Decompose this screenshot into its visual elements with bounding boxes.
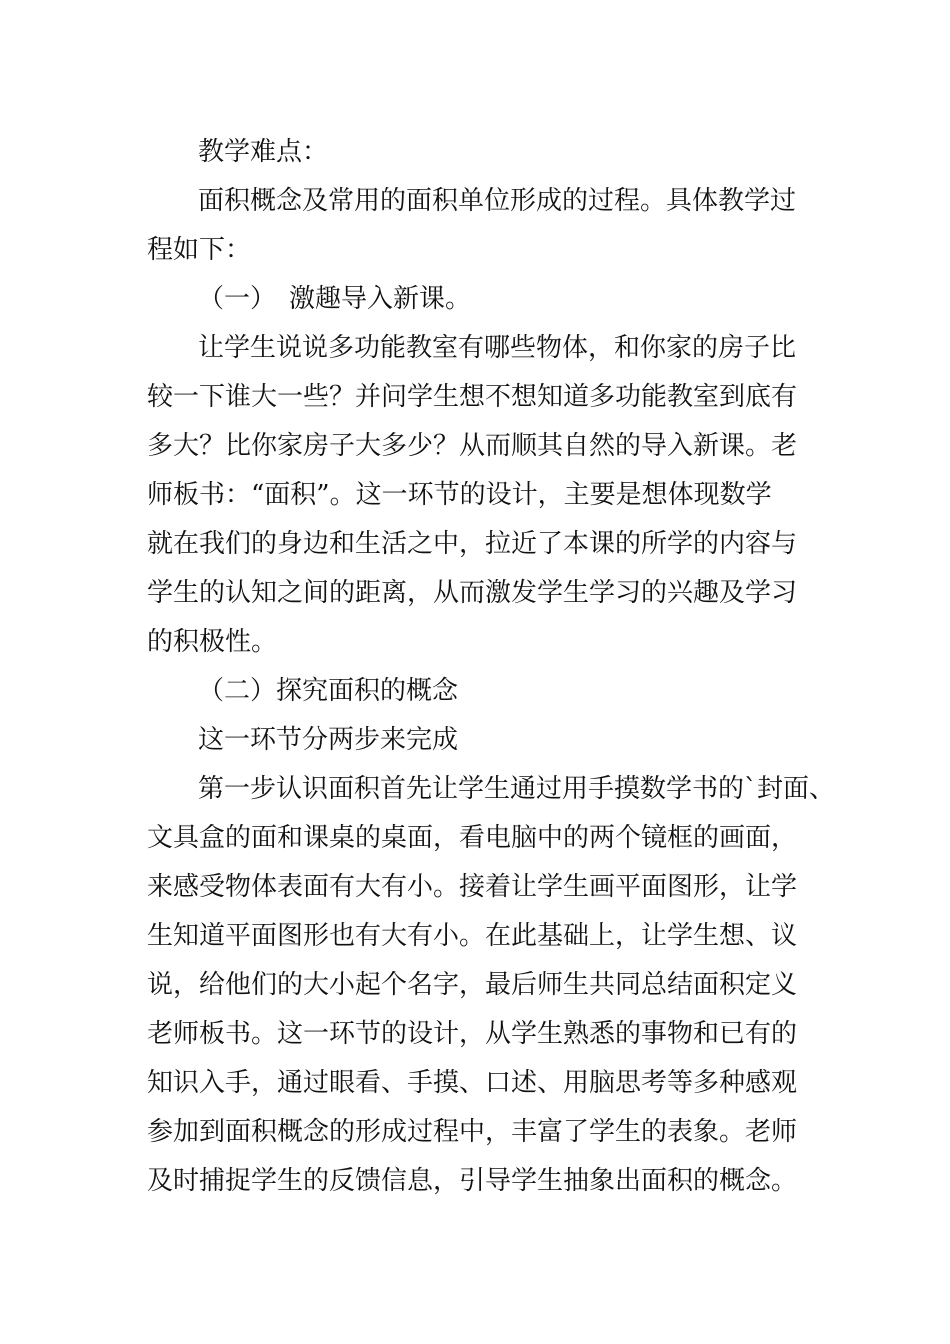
paragraph-line: 生知道平面图形也有大有小。在此基础上，让学生想、议 (147, 921, 798, 951)
paragraph-line: 老师板书。这一环节的设计，从学生熟悉的事物和已有的 (147, 1019, 798, 1049)
section-heading-teaching-difficulty: 教学难点： (198, 137, 329, 167)
paragraph-line: 让学生说说多功能教室有哪些物体，和你家的房子比 (198, 333, 797, 363)
paragraph-line: 及时捕捉学生的反馈信息，引导学生抽象出面积的概念。 (147, 1166, 798, 1196)
paragraph-line: 知识入手，通过眼看、手摸、口述、用脑思考等多种感观 (147, 1068, 798, 1098)
paragraph-line: 师板书：“面积”。这一环节的设计，主要是想体现数学 (147, 480, 772, 510)
paragraph-line: 面积概念及常用的面积单位形成的过程。具体教学过 (198, 186, 797, 216)
paragraph-line: 就在我们的身边和生活之中，拉近了本课的所学的内容与 (147, 529, 798, 559)
paragraph-line: 程如下： (147, 235, 252, 265)
paragraph-line: 参加到面积概念的形成过程中，丰富了学生的表象。老师 (147, 1117, 798, 1147)
paragraph-line: 说，给他们的大小起个名字，最后师生共同总结面积定义 (147, 970, 798, 1000)
paragraph-line: 来感受物体表面有大有小。接着让学生画平面图形，让学 (147, 872, 798, 902)
section-heading-one: （一） 激趣导入新课。 (198, 284, 472, 314)
section-heading-two: （二）探究面积的概念 (198, 676, 459, 706)
paragraph-line: 较一下谁大一些？并问学生想不想知道多功能教室到底有 (147, 382, 798, 412)
paragraph-line: 多大？比你家房子大多少？从而顺其自然的导入新课。老 (147, 431, 798, 461)
paragraph-line: 第一步认识面积首先让学生通过用手摸数学书的`封面、 (198, 774, 836, 804)
paragraph-line: 文具盒的面和课桌的桌面，看电脑中的两个镜框的画面， (147, 823, 798, 853)
paragraph-line: 这一环节分两步来完成 (198, 725, 459, 755)
document-body (147, 128, 837, 1206)
paragraph-line: 的积极性。 (147, 627, 278, 657)
paragraph-line: 学生的认知之间的距离，从而激发学生学习的兴趣及学习 (147, 578, 798, 608)
